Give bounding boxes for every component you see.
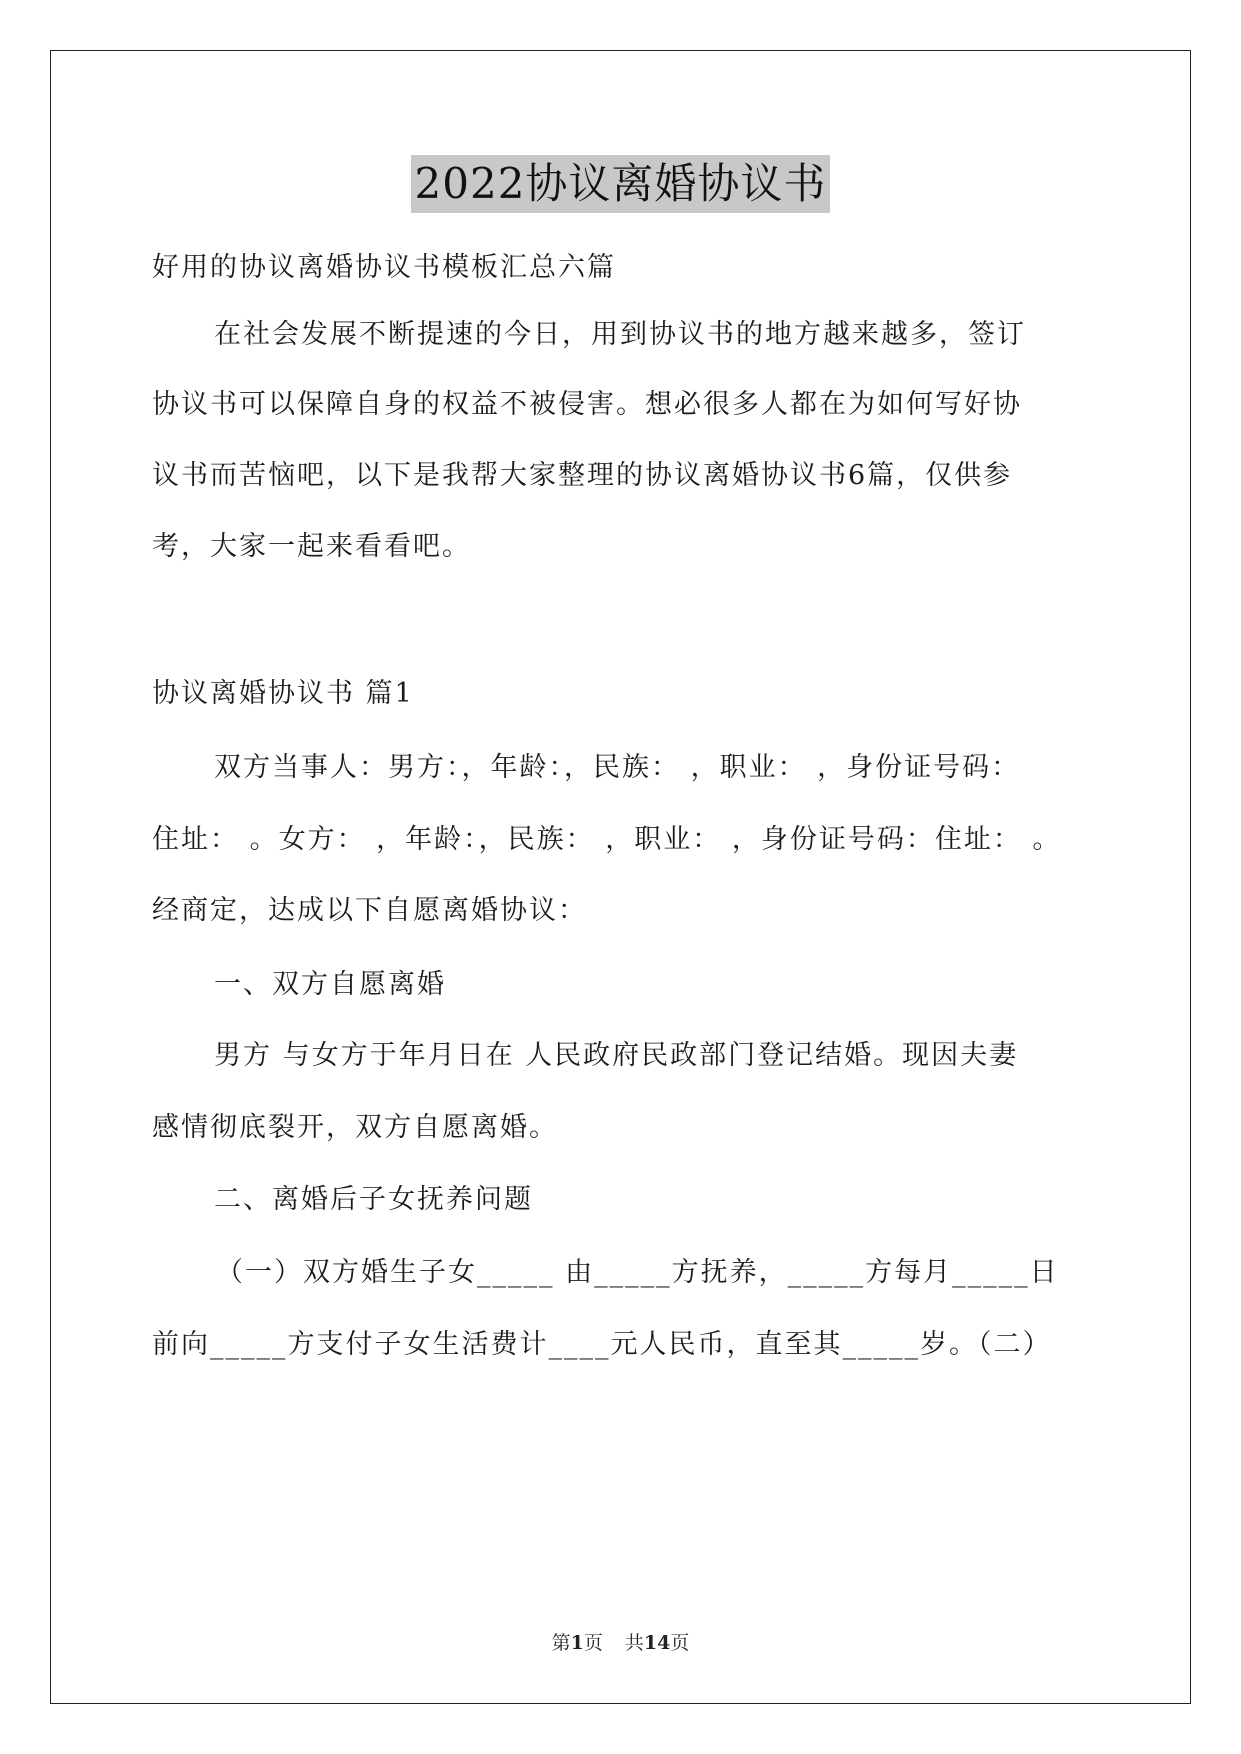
intro-line: 协议书可以保障自身的权益不被侵害。想必很多人都在为如何写好协: [152, 389, 1022, 420]
page-suffix: 页: [583, 1632, 603, 1654]
total-prefix: 共: [624, 1632, 644, 1654]
page-prefix: 第: [551, 1632, 571, 1654]
subtitle: 好用的协议离婚协议书模板汇总六篇: [152, 252, 616, 283]
page-number: 1: [570, 1632, 584, 1654]
total-suffix: 页: [670, 1632, 690, 1654]
body-line: 双方当事人：男方：，年龄：，民族： ，职业： ，身份证号码：: [214, 752, 1021, 783]
document-title: 2022协议离婚协议书: [411, 155, 831, 213]
page-footer: [0, 1628, 1241, 1655]
body-line: （一）双方婚生子女_____ 由_____方抚养，_____方每月_____日: [216, 1257, 1059, 1288]
clause-heading: 一、双方自愿离婚: [214, 969, 446, 1000]
body-line: 感情彻底裂开，双方自愿离婚。: [152, 1112, 558, 1143]
clause-heading: 二、离婚后子女抚养问题: [214, 1184, 533, 1215]
body-line: 住址： 。女方： ，年龄：，民族： ，职业： ，身份证号码：住址： 。: [152, 824, 1062, 855]
body-line: 男方 与女方于年月日在 人民政府民政部门登记结婚。现因夫妻: [214, 1040, 1019, 1071]
title-container: [0, 155, 1241, 213]
total-pages: 14: [643, 1632, 671, 1654]
page-border: [50, 50, 1191, 1704]
intro-line: 在社会发展不断提速的今日，用到协议书的地方越来越多，签订: [214, 319, 1026, 350]
intro-line: 考，大家一起来看看吧。: [152, 531, 471, 562]
body-line: 经商定，达成以下自愿离婚协议：: [152, 895, 587, 926]
intro-line: 议书而苦恼吧，以下是我帮大家整理的协议离婚协议书6篇，仅供参: [152, 460, 1013, 491]
section-heading: 协议离婚协议书 篇1: [152, 678, 414, 709]
body-line: 前向_____方支付子女生活费计____元人民币，直至其_____岁。（二）: [152, 1329, 1052, 1360]
